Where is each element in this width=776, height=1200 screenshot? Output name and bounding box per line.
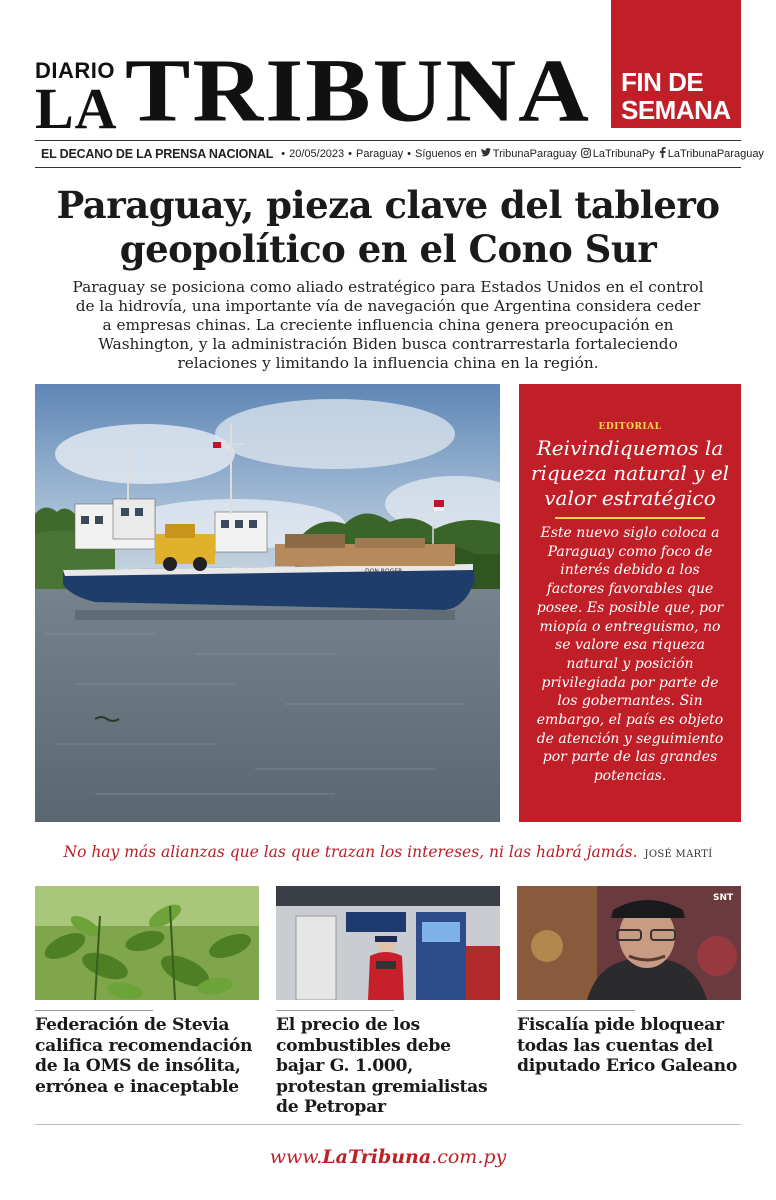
editorial-title: Reivindiquemos la riqueza natural y el valor estratégico xyxy=(530,436,730,510)
article-title: Fiscalía pide bloquear todas las cuentas del diputado Erico Galeano xyxy=(517,1015,737,1076)
pull-quote xyxy=(35,843,741,861)
main-photo-river-barge[interactable] xyxy=(35,384,500,822)
editorial-kicker: EDITORIAL xyxy=(598,422,662,432)
info-bar: EL DECANO DE LA PRENSA NACIONAL • 20/05/2023 • Paraguay • Síguenos en TribunaParaguay LaTribunaPy LaTribunaParaguay xyxy=(35,140,741,168)
masthead-tribuna: TRIBUNA xyxy=(125,41,591,141)
masthead-diario: DIARIO xyxy=(35,58,115,83)
instagram-icon[interactable] xyxy=(581,148,591,161)
twitter-handle[interactable]: TribunaParaguay xyxy=(492,148,577,160)
issue-place: Paraguay xyxy=(356,148,404,160)
article-title: Federación de Stevia califica recomendación de la OMS de insólita, errónea e inaceptable xyxy=(35,1015,253,1097)
fin-de-semana-badge xyxy=(611,0,741,128)
masthead xyxy=(35,0,741,140)
issue-date: 20/05/2023 xyxy=(289,148,345,160)
thumbnail-fuel-station[interactable] xyxy=(276,886,500,1000)
boat-name: DON ROGER xyxy=(365,568,403,575)
follow-label: Síguenos en xyxy=(414,148,477,160)
editorial-box[interactable] xyxy=(519,384,741,822)
facebook-handle[interactable]: LaTribunaParaguay xyxy=(667,148,764,160)
main-lede: Paraguay se posiciona como aliado estratégico para Estados Unidos en el control de la hidrovía, una importante vía de navegación que Argentina considera ceder a empresas chinas. La creciente influencia china genera preocupación en Washington, y la administración Biden busca contrarrestarla fortaleciendo relaciones y limitando la influencia china en la región. xyxy=(72,278,704,372)
footer-divider xyxy=(35,1124,741,1125)
article-card-combustibles[interactable] xyxy=(276,886,500,1118)
instagram-handle[interactable]: LaTribunaPy xyxy=(592,148,655,160)
thumbnail-stevia-plants[interactable] xyxy=(35,886,259,1000)
quote-text: No hay más alianzas que las que trazan los intereses, ni las habrá jamás. xyxy=(63,843,638,861)
article-card-stevia[interactable] xyxy=(35,886,259,1097)
headline-line-1: Paraguay, pieza clave del tablero xyxy=(56,183,720,227)
url-prefix: www. xyxy=(269,1146,323,1168)
quote-author: JOSÉ MARTÍ xyxy=(644,849,713,860)
semana-label: SEMANA xyxy=(621,95,731,125)
article-title: El precio de los combustibles debe bajar G. 1.000, protestan gremialistas de Petropar xyxy=(276,1015,488,1117)
twitter-icon[interactable] xyxy=(481,148,491,160)
url-brand: LaTribuna xyxy=(322,1146,432,1168)
main-headline[interactable] xyxy=(35,183,741,271)
headline-line-2: geopolítico en el Cono Sur xyxy=(119,227,657,271)
editorial-body: Este nuevo siglo coloca a Paraguay como foco de interés debido a los factores favorables que posee. Es posible que, por miopía o entreguismo, no se valore esa riqueza natural y posición privilegiada por parte de los gobernantes. Sin embargo, el país es objeto de atención y seguimiento por parte de las grandes potencias. xyxy=(536,525,724,785)
thumbnail-deputy-portrait[interactable] xyxy=(517,886,741,1000)
fin-de-label: FIN DE xyxy=(621,67,704,97)
facebook-icon[interactable] xyxy=(659,147,666,161)
site-url-link[interactable] xyxy=(0,1146,776,1168)
article-card-fiscalia[interactable] xyxy=(517,886,741,1077)
masthead-la: LA xyxy=(35,76,118,141)
editorial-divider xyxy=(555,517,705,519)
url-suffix: .com.py xyxy=(431,1146,507,1168)
tagline: EL DECANO DE LA PRENSA NACIONAL xyxy=(41,147,274,161)
snt-badge: SNT xyxy=(713,893,734,903)
